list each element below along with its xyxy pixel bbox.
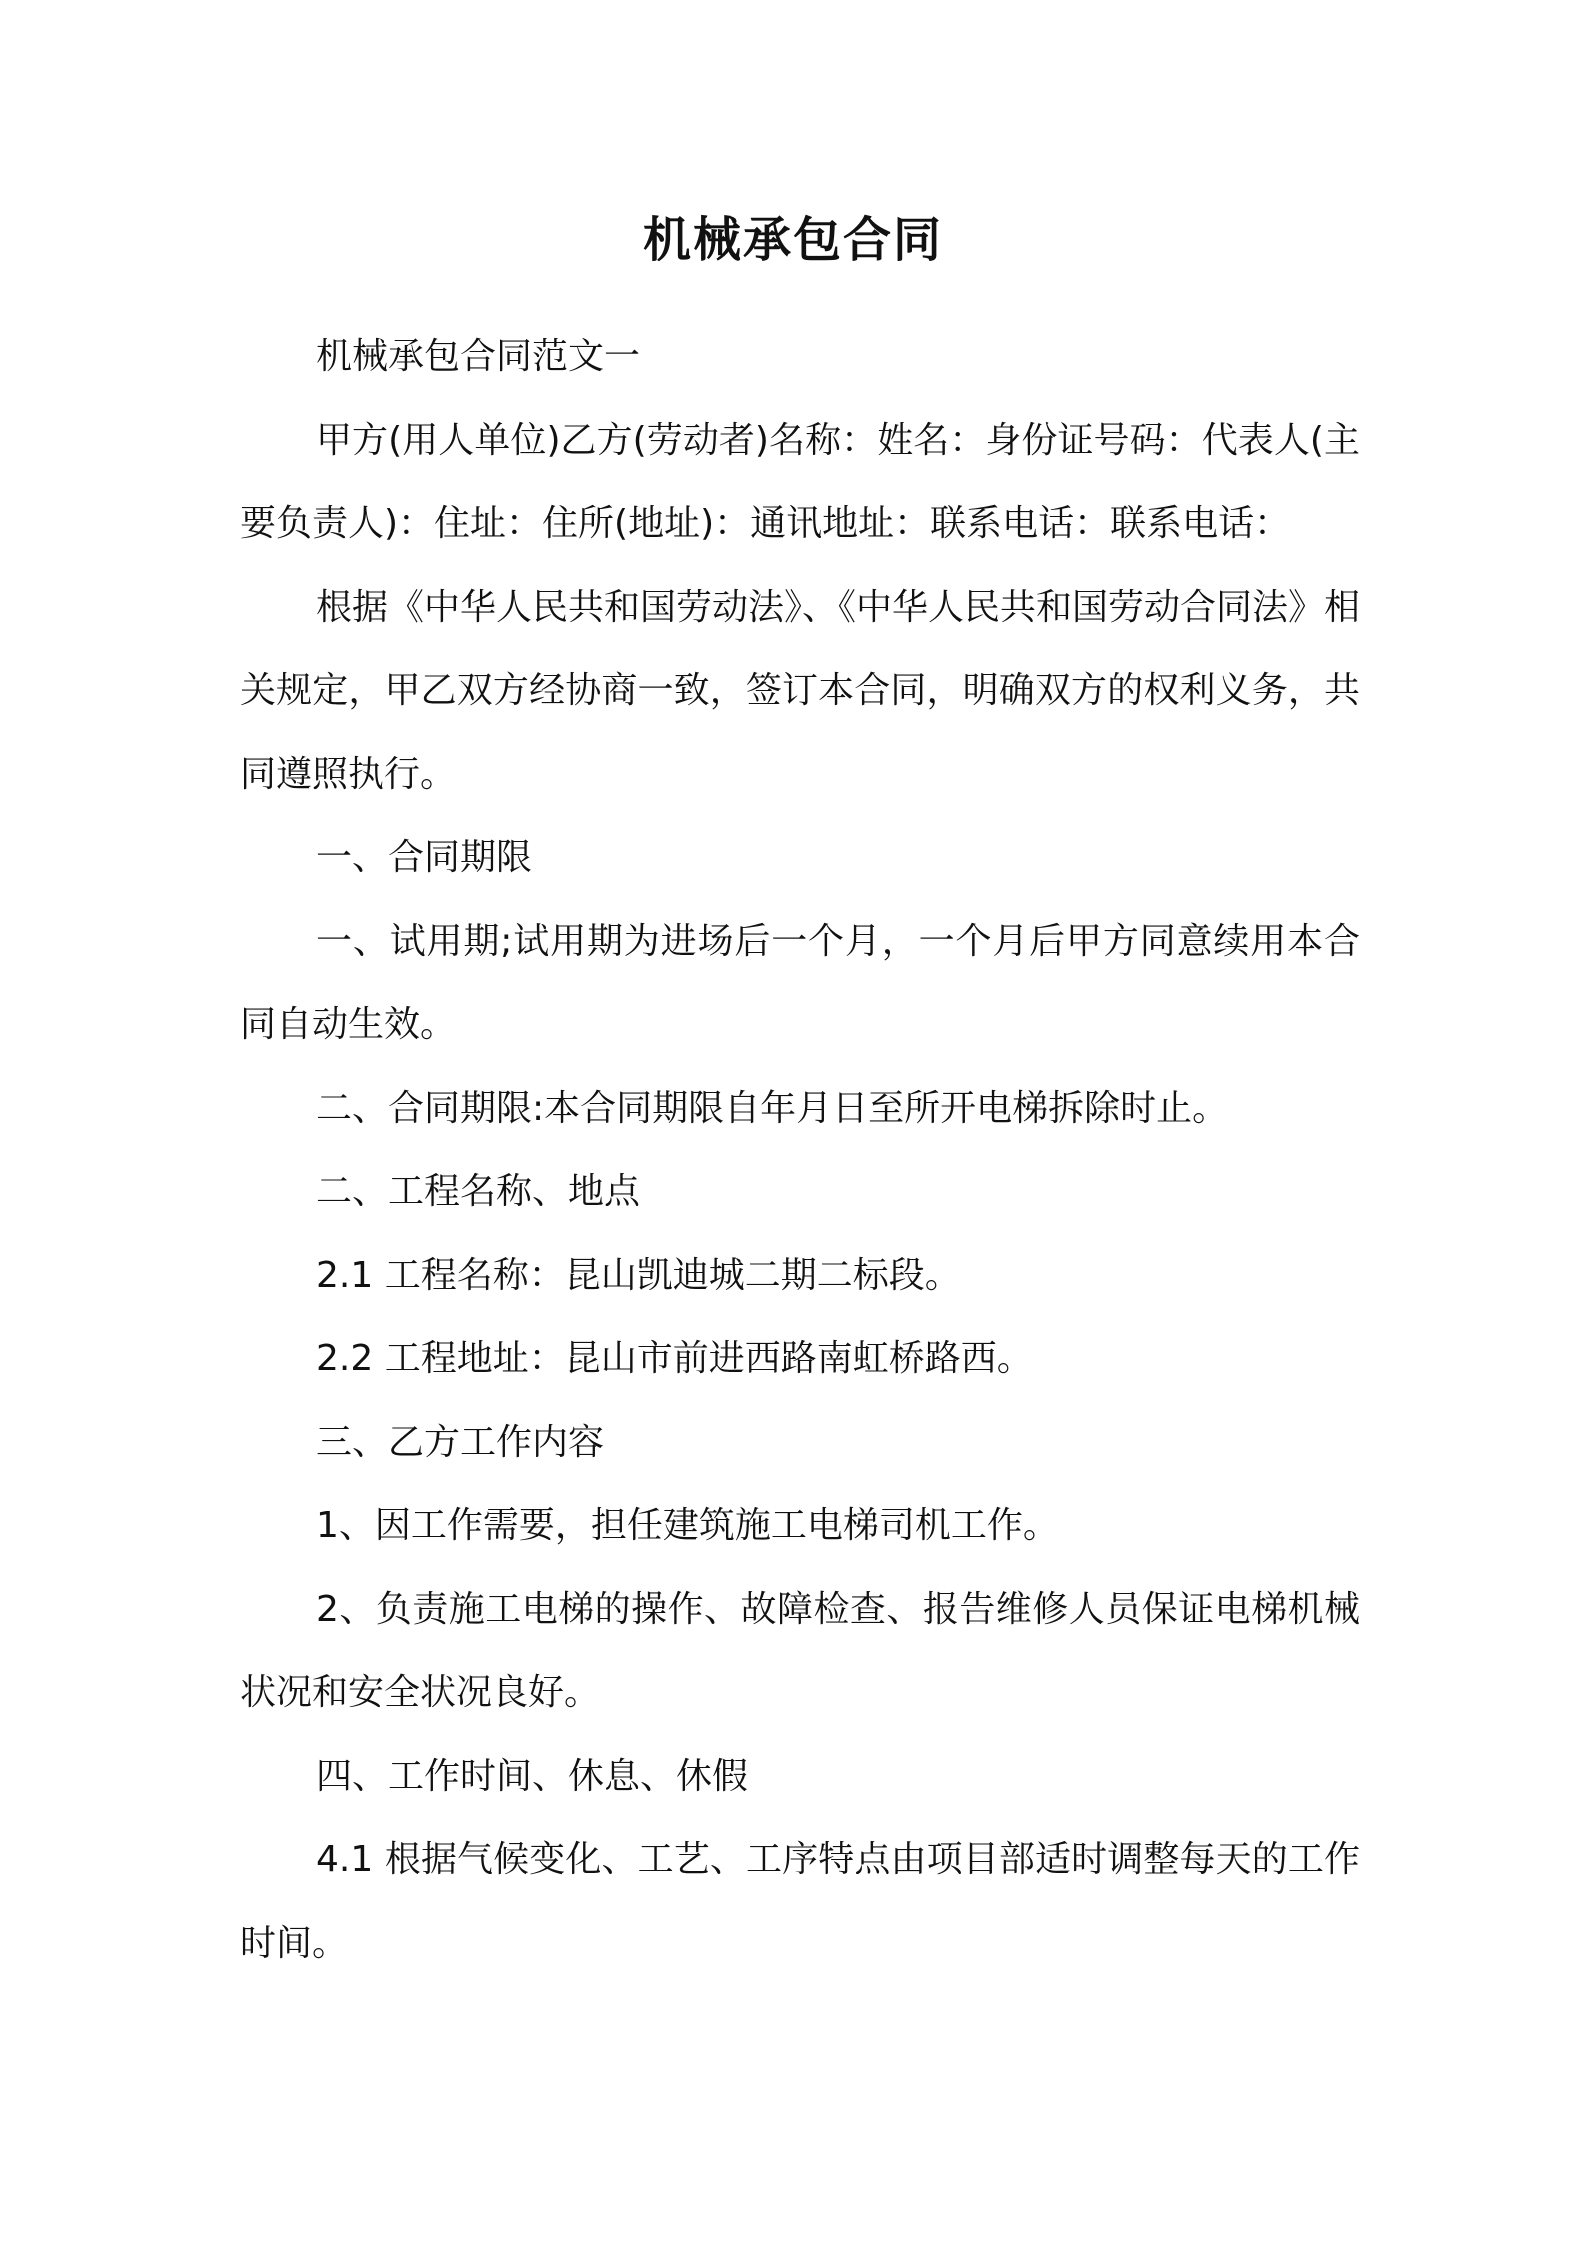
- paragraph-term: 二、合同期限:本合同期限自年月日至所开电梯拆除时止。: [316, 1087, 1229, 1129]
- section-heading-term: 一、合同期限: [316, 837, 533, 878]
- paragraph-project-name: 2.1 工程名称：昆山凯迪城二期二标段。: [316, 1254, 961, 1296]
- document-body: [240, 315, 1360, 1985]
- paragraph-work-1: 1、因工作需要，担任建筑施工电梯司机工作。: [316, 1505, 1059, 1546]
- paragraph-work-2: 2、负责施工电梯的操作、故障检查、报告维修人员保证电梯机械状况和安全状况良好。: [240, 1588, 1360, 1713]
- paragraph-project-address: 2.2 工程地址：昆山市前进西路南虹桥路西。: [316, 1338, 1033, 1379]
- paragraph-basis: 根据《中华人民共和国劳动法》、《中华人民共和国劳动合同法》相关规定，甲乙双方经协商一致，签订本合同，明确双方的权利义务，共同遵照执行。: [240, 586, 1361, 795]
- paragraph-heading: 机械承包合同范文一: [316, 336, 641, 377]
- paragraph-parties: 甲方(用人单位)乙方(劳动者)名称：姓名：身份证号码：代表人(主要负责人)：住址：住所(地址)：通讯地址：联系电话：联系电话：: [240, 419, 1360, 544]
- paragraph-probation: 一、试用期;试用期为进场后一个月，一个月后甲方同意续用本合同自动生效。: [240, 920, 1360, 1045]
- paragraph-hours-1: 4.1 根据气候变化、工艺、工序特点由项目部适时调整每天的工作时间。: [240, 1839, 1360, 1964]
- section-heading-work: 三、乙方工作内容: [316, 1421, 605, 1463]
- section-heading-hours: 四、工作时间、休息、休假: [316, 1755, 749, 1797]
- section-heading-project: 二、工程名称、地点: [316, 1171, 641, 1212]
- document-title: 机械承包合同: [642, 212, 943, 268]
